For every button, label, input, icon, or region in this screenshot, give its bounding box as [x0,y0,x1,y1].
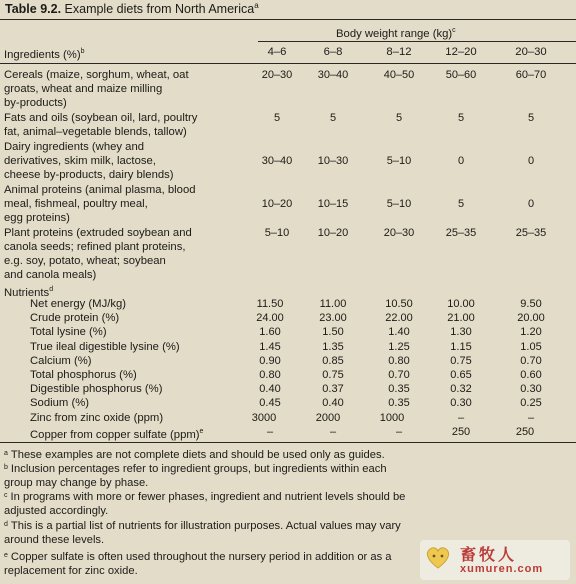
watermark [420,540,570,580]
watermark-url: xumuren.com [460,563,544,575]
nutrient-row-label [30,297,126,311]
footnote-mark: b [4,464,8,471]
nutrient-value-cell: 11.00 [319,298,347,310]
nutrient-value-cell: 0.40 [259,383,281,396]
nutrient-value-cell: – [457,411,465,424]
ingredient-value-cell: 40–50 [383,69,415,81]
nutrient-value-cell: 20.00 [517,312,545,325]
nutrient-value-cell: 1.25 [388,340,410,353]
nutrient-value-cell: 24.00 [256,312,284,325]
nutrient-row-label [30,368,137,382]
nutrient-label-text: Digestible phosphorus (%) [30,383,163,396]
group-rule [258,41,576,42]
nutrient-row-label [30,411,163,425]
nutrient-value-cell: 0.60 [520,369,542,381]
range-header-3: 8–12 [386,46,412,58]
nutrients-footnote-mark: d [49,286,54,293]
nutrient-value-cell: 0.85 [322,354,344,367]
footnote-text: In programs with more or fewer phases, ingredient and nutrient levels should be adjusted accordingly. [4,491,406,517]
column-group-title-text: Body weight range (kg) [336,27,453,40]
nutrient-value-cell: 1.45 [259,340,281,353]
nutrient-value-cell: 1.30 [450,326,472,339]
nutrient-value-cell: 0.35 [388,383,410,396]
nutrient-value-cell: 0.30 [450,397,472,410]
footnote-a [4,447,385,462]
nutrient-value-cell: 3000 [251,411,277,424]
nutrient-value-cell: 0.70 [388,369,410,381]
nutrient-value-cell: 1.05 [520,340,542,353]
nutrient-value-cell: – [266,425,274,438]
nutrient-value-cell: 1.50 [322,326,344,339]
nutrient-value-cell: 0.45 [259,397,281,410]
ingredient-value-cell: 10–20 [261,198,293,210]
nutrient-row-label [30,354,92,368]
column-group-footnote-mark: c [452,27,456,34]
table-title: Example diets from North America [64,2,255,17]
ingredient-value-cell: 10–30 [317,155,349,167]
nutrient-value-cell: 1.15 [450,340,472,353]
nutrient-label-text: Total lysine (%) [30,326,107,339]
nutrient-value-cell: 1.20 [520,326,542,339]
ingredient-value-cell: 5 [395,112,403,124]
nutrient-value-cell: 0.80 [388,354,410,367]
nutrient-label-text: Calcium (%) [30,354,92,367]
nutrient-value-cell: 1.35 [322,340,344,353]
nutrient-value-cell: 250 [515,425,535,438]
row-header-footnote-mark: b [80,48,85,55]
nutrient-value-cell: 0.32 [450,383,472,396]
nutrient-label-text: Net energy (MJ/kg) [30,298,127,310]
ingredient-row-label: Animal proteins (animal plasma, blood meal, fishmeal, poultry meal, egg proteins) [4,184,196,224]
table-caption [5,1,259,16]
ingredient-value-cell: 5 [457,198,465,210]
nutrient-row-label [30,396,89,410]
bottom-rule [0,442,576,443]
footnote-mark: d [4,521,8,528]
ingredient-value-cell: 0 [457,155,465,167]
nutrient-value-cell: 10.00 [447,298,475,310]
heart-logo-icon [424,543,452,571]
nutrient-value-cell: 0.80 [259,369,281,381]
nutrient-value-cell: 1000 [379,411,405,424]
ingredient-value-cell: 25–35 [515,227,547,239]
ingredient-value-cell: 30–40 [261,155,293,167]
nutrient-label-text: Total phosphorus (%) [30,369,137,381]
nutrient-label-text: True ileal digestible lysine (%) [30,340,180,353]
table-number: Table 9.2. [5,2,62,17]
nutrient-value-cell: 21.00 [447,312,475,325]
nutrient-label-text: Sodium (%) [30,397,90,410]
row-header-text: Ingredients (%) [4,48,81,61]
ingredient-row-label: Dairy ingredients (whey and derivatives, skim milk, lactose, cheese by-products, dairy blends) [4,141,174,181]
ingredient-value-cell: 60–70 [515,69,547,81]
nutrient-row-label [30,425,203,442]
row-header [4,45,85,62]
footnote-d [4,518,401,547]
nutrient-value-cell: 11.50 [256,298,284,310]
nutrient-label-text: Crude protein (%) [30,312,120,325]
range-header-4: 12–20 [445,46,477,58]
nutrient-row-label [30,325,107,339]
ingredient-value-cell: 10–20 [317,227,349,239]
nutrient-value-cell: 22.00 [385,312,413,325]
ingredient-row-label: Fats and oils (soybean oil, lard, poultry fat, animal–vegetable blends, tallow) [4,112,198,138]
nutrient-value-cell: – [329,425,337,438]
nutrient-value-cell: 0.40 [322,397,344,410]
nutrient-value-cell: 0.75 [450,354,472,367]
nutrient-value-cell: 0.25 [520,397,542,410]
footnote-mark: a [4,450,8,457]
nutrient-value-cell: 250 [451,425,471,438]
ingredient-value-cell: 25–35 [445,227,477,239]
range-header-5: 20–30 [515,46,547,58]
header-rule [0,63,576,64]
footnote-e [4,549,392,578]
nutrient-value-cell: 0.90 [259,354,281,367]
nutrient-value-cell: 10.50 [385,298,413,310]
ingredient-value-cell: 5 [457,112,465,124]
footnote-b [4,461,387,490]
ingredient-value-cell: 5–10 [264,227,290,239]
nutrient-value-cell: 0.65 [450,369,472,381]
nutrient-value-cell: – [395,425,403,438]
nutrient-value-cell: 23.00 [319,312,347,325]
nutrient-label-text: Copper from copper sulfate (ppm) [30,428,200,441]
nutrient-value-cell: 0.35 [388,397,410,410]
watermark-title: 畜牧人 [460,545,518,564]
nutrient-footnote-mark: e [199,427,204,435]
nutrient-value-cell: 0.30 [520,383,542,396]
nutrient-value-cell: 2000 [315,411,341,424]
ingredient-value-cell: 5 [273,112,281,124]
ingredient-value-cell: 5 [329,112,337,124]
ingredient-value-cell: 30–40 [317,69,349,81]
column-group-title [336,24,456,41]
footnote-mark: e [4,552,8,559]
ingredient-value-cell: 20–30 [261,69,293,81]
nutrient-value-cell: 1.40 [388,326,410,339]
ingredient-value-cell: 20–30 [383,227,415,239]
ingredient-value-cell: 5 [527,112,535,124]
nutrient-value-cell: – [527,411,535,424]
ingredient-value-cell: 0 [527,155,535,167]
top-rule [0,19,576,20]
footnote-text: Copper sulfate is often used throughout the nursery period in addition or as a replacement for zinc oxide. [4,551,392,577]
nutrients-heading-text: Nutrients [4,286,50,299]
nutrient-row-label [30,340,180,354]
footnote-text: These examples are not complete diets and should be used only as guides. [10,449,385,461]
footnote-text: Inclusion percentages refer to ingredient groups, but ingredients within each group may change by phase. [4,463,387,489]
ingredient-value-cell: 0 [527,198,535,210]
range-header-1: 4–6 [267,46,287,58]
nutrient-label-text: Zinc from zinc oxide (ppm) [30,411,164,424]
nutrient-value-cell: 0.70 [520,354,542,367]
nutrient-value-cell: 9.50 [520,298,542,310]
nutrient-value-cell: 1.60 [259,326,281,339]
caption-footnote-mark: a [254,1,259,10]
footnote-text: This is a partial list of nutrients for illustration purposes. Actual values may vary around these levels. [4,520,401,546]
footnote-c [4,489,405,518]
range-header-2: 6–8 [323,46,343,58]
ingredient-value-cell: 50–60 [445,69,477,81]
ingredient-row-label: Cereals (maize, sorghum, wheat, oat groats, wheat and maize milling by-products) [4,69,189,109]
ingredient-value-cell: 5–10 [386,155,412,167]
nutrient-value-cell: 0.75 [322,369,344,381]
ingredient-row-label: Plant proteins (extruded soybean and canola seeds; refined plant proteins, e.g. soy, potato, wheat; soybean and canola meals) [4,227,192,281]
footnote-mark: c [4,492,8,499]
ingredient-value-cell: 10–15 [317,198,349,210]
nutrient-row-label [30,382,163,396]
nutrient-value-cell: 0.37 [322,383,344,396]
ingredient-value-cell: 5–10 [386,198,412,210]
nutrient-row-label [30,311,119,325]
